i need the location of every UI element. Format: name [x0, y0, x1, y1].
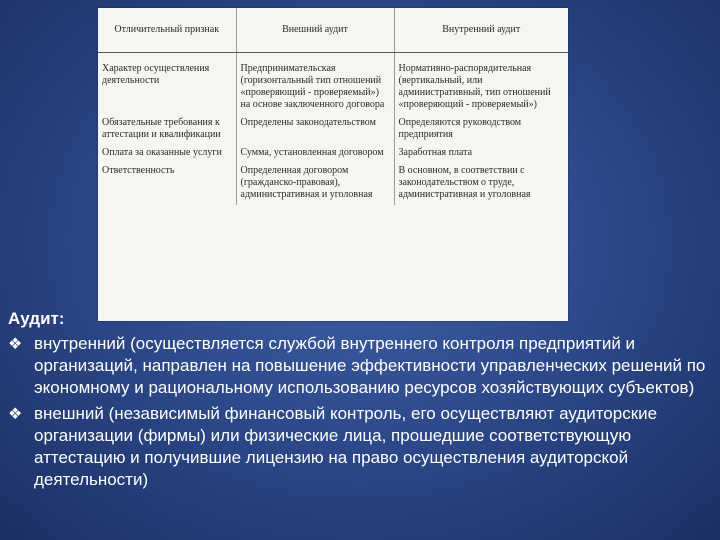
table-cell: Ответственность [102, 165, 175, 176]
table-cell: Обязательные требования к аттестации и квалификации [102, 117, 221, 140]
table-cell: В основном, в соответствии с законодательством о труде, административная и уголовная [394, 163, 568, 205]
table-cell: Заработная плата [394, 145, 568, 163]
header-feature: Отличительный признак [98, 8, 236, 53]
table-row [98, 115, 568, 145]
table-row [98, 53, 568, 116]
table-row [98, 145, 568, 163]
table-cell: Определенная договором (гражданско-правовая), административная и уголовная [236, 163, 394, 205]
bullet-item-internal [8, 333, 708, 399]
table-cell: Сумма, установленная договором [236, 145, 394, 163]
table-header-row [98, 8, 568, 53]
header-external-audit: Внешний аудит [236, 8, 394, 53]
table-row [98, 163, 568, 205]
header-internal-audit: Внутренний аудит [394, 8, 568, 53]
table-cell: Предпринимательская (горизонтальный тип отношений «проверяющий - проверяемый») на основе заключенного договора [236, 53, 394, 116]
comparison-table-image [98, 8, 568, 321]
bullet-text-internal: внутренний (осуществляется службой внутреннего контроля предприятий и организаций, направлен на повышение эффективности управленческих решений по экономному и рациональному использованию ресурсов хозяйствующих субъектов) [34, 334, 706, 397]
table-cell: Оплата за оказанные услуги [102, 147, 222, 158]
table-cell: Характер осуществления деятельности [102, 63, 210, 86]
diamond-bullet-icon: ❖ [8, 336, 23, 353]
diamond-bullet-icon: ❖ [8, 406, 23, 423]
section-heading: Аудит: [8, 309, 65, 328]
bullet-item-external [8, 403, 708, 491]
table-cell: Определены законодательством [236, 115, 394, 145]
table-cell: Определяются руководством предприятия [394, 115, 568, 145]
slide-text [8, 308, 708, 495]
bullet-text-external: внешний (независимый финансовый контроль, его осуществляют аудиторские организации (фирмы) или физические лица, прошедшие соответствующую аттестацию и получившие лицензию на право осуществления аудиторской деятельности) [34, 404, 658, 489]
comparison-table [98, 8, 568, 205]
table-cell: Нормативно-распорядительная (вертикальный, или административный, тип отношений «проверяющий - проверяемый») [394, 53, 568, 116]
